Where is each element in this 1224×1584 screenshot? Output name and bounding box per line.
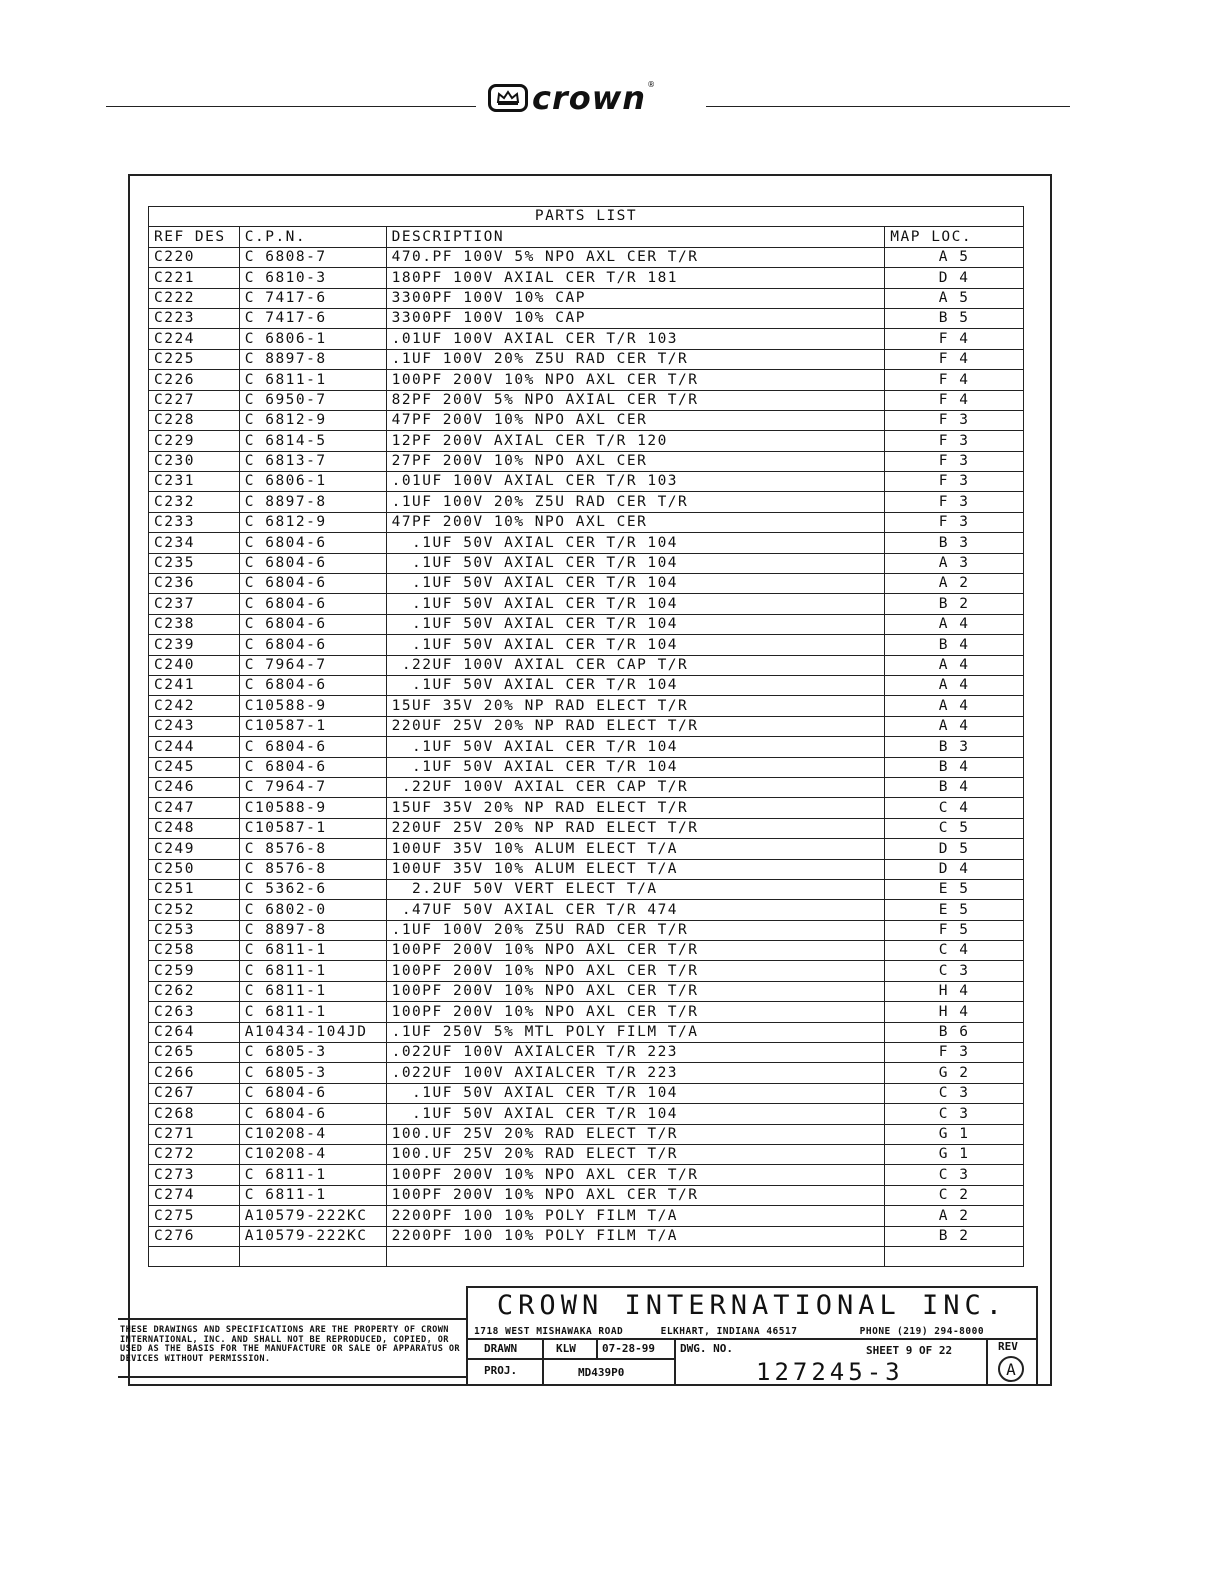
map-loc-cell: C 3	[885, 1083, 1024, 1103]
parts-title-row	[149, 207, 1024, 227]
description-cell: .1UF 50V AXIAL CER T/R 104	[386, 675, 885, 695]
table-row	[149, 961, 1024, 981]
table-row	[149, 859, 1024, 879]
cpn-cell: C 6806-1	[239, 329, 386, 349]
description-cell: 100UF 35V 10% ALUM ELECT T/A	[386, 839, 885, 859]
cpn-cell: C10588-9	[239, 798, 386, 818]
cpn-cell: C 6808-7	[239, 247, 386, 267]
proprietary-notice: THESE DRAWINGS AND SPECIFICATIONS ARE THE PROPERTY OF CROWN INTERNATIONAL, INC. AND SHALL NOT BE REPRODUCED, COPIED, OR USED AS THE BASIS FOR THE MANUFACTURE OR SALE OF APPARATUS OR DEVICES WITHOUT PERMISSION.	[120, 1325, 461, 1364]
map-loc-cell: C 3	[885, 961, 1024, 981]
description-cell: .1UF 50V AXIAL CER T/R 104	[386, 635, 885, 655]
map-loc-cell: F 3	[885, 472, 1024, 492]
description-cell: 15UF 35V 20% NP RAD ELECT T/R	[386, 696, 885, 716]
cpn-cell: C 6804-6	[239, 1083, 386, 1103]
description-cell: 15UF 35V 20% NP RAD ELECT T/R	[386, 798, 885, 818]
company-address	[474, 1326, 984, 1337]
map-loc-cell: C 4	[885, 798, 1024, 818]
header-rule-left	[106, 106, 476, 107]
table-row	[149, 594, 1024, 614]
description-cell: .01UF 100V AXIAL CER T/R 103	[386, 472, 885, 492]
table-row	[149, 329, 1024, 349]
map-loc-cell: F 4	[885, 329, 1024, 349]
ref-des-cell: C252	[149, 900, 240, 920]
table-row	[149, 1144, 1024, 1164]
ref-des-cell: C258	[149, 941, 240, 961]
ref-des-cell: C236	[149, 574, 240, 594]
map-loc-cell: B 3	[885, 737, 1024, 757]
cpn-cell: C 6811-1	[239, 1185, 386, 1205]
notice-top-rule	[118, 1318, 468, 1320]
map-loc-cell: A 4	[885, 655, 1024, 675]
cpn-cell: C10208-4	[239, 1144, 386, 1164]
table-row	[149, 1002, 1024, 1022]
ref-des-cell: C266	[149, 1063, 240, 1083]
table-row	[149, 1206, 1024, 1226]
table-row	[149, 941, 1024, 961]
ref-des-cell: C245	[149, 757, 240, 777]
table-row	[149, 696, 1024, 716]
map-loc-cell: F 3	[885, 431, 1024, 451]
revision-letter: A	[998, 1356, 1024, 1382]
ref-des-cell: C247	[149, 798, 240, 818]
ref-des-cell: C242	[149, 696, 240, 716]
table-row	[149, 247, 1024, 267]
map-loc-cell: F 3	[885, 492, 1024, 512]
col-header-desc: DESCRIPTION	[386, 227, 885, 247]
description-cell: .1UF 50V AXIAL CER T/R 104	[386, 1083, 885, 1103]
table-row	[149, 1063, 1024, 1083]
map-loc-cell: F 4	[885, 349, 1024, 369]
description-cell: 47PF 200V 10% NPO AXL CER	[386, 512, 885, 532]
map-loc-cell	[885, 1246, 1024, 1266]
map-loc-cell: F 3	[885, 1043, 1024, 1063]
rev-label: REV	[998, 1340, 1018, 1353]
map-loc-cell: H 4	[885, 1002, 1024, 1022]
drawn-by: KLW	[556, 1342, 576, 1355]
table-row	[149, 451, 1024, 471]
crown-logo	[488, 80, 703, 116]
ref-des-cell: C223	[149, 308, 240, 328]
parts-list-table	[148, 206, 1024, 1267]
ref-des-cell: C276	[149, 1226, 240, 1246]
cpn-cell: C 6811-1	[239, 941, 386, 961]
map-loc-cell: D 4	[885, 268, 1024, 288]
ref-des-cell: C221	[149, 268, 240, 288]
cpn-cell: C 6804-6	[239, 675, 386, 695]
map-loc-cell: E 5	[885, 879, 1024, 899]
description-cell: .01UF 100V AXIAL CER T/R 103	[386, 329, 885, 349]
cpn-cell: C 8897-8	[239, 492, 386, 512]
table-row	[149, 675, 1024, 695]
description-cell: 3300PF 100V 10% CAP	[386, 308, 885, 328]
description-cell: 3300PF 100V 10% CAP	[386, 288, 885, 308]
tb-rule-1	[468, 1338, 1036, 1340]
map-loc-cell: A 5	[885, 247, 1024, 267]
map-loc-cell: G 1	[885, 1144, 1024, 1164]
ref-des-cell: C248	[149, 818, 240, 838]
ref-des-cell	[149, 1246, 240, 1266]
cpn-cell: C 6812-9	[239, 512, 386, 532]
cpn-cell: C 6810-3	[239, 268, 386, 288]
cpn-cell: C 6804-6	[239, 614, 386, 634]
description-cell: .1UF 50V AXIAL CER T/R 104	[386, 533, 885, 553]
header-row	[149, 227, 1024, 247]
ref-des-cell: C225	[149, 349, 240, 369]
tb-vline-3	[674, 1338, 676, 1384]
tb-vline-1	[542, 1338, 544, 1384]
cpn-cell: C 6805-3	[239, 1043, 386, 1063]
description-cell: 100PF 200V 10% NPO AXL CER T/R	[386, 981, 885, 1001]
description-cell: 100PF 200V 10% NPO AXL CER T/R	[386, 941, 885, 961]
map-loc-cell: D 4	[885, 859, 1024, 879]
map-loc-cell: F 3	[885, 451, 1024, 471]
description-cell: .1UF 100V 20% Z5U RAD CER T/R	[386, 920, 885, 940]
header-rule-right	[706, 106, 1070, 107]
ref-des-cell: C253	[149, 920, 240, 940]
map-loc-cell: B 6	[885, 1022, 1024, 1042]
description-cell: 180PF 100V AXIAL CER T/R 181	[386, 268, 885, 288]
ref-des-cell: C274	[149, 1185, 240, 1205]
description-cell: 2200PF 100 10% POLY FILM T/A	[386, 1226, 885, 1246]
ref-des-cell: C244	[149, 737, 240, 757]
table-row	[149, 533, 1024, 553]
cpn-cell: C 6950-7	[239, 390, 386, 410]
ref-des-cell: C267	[149, 1083, 240, 1103]
cpn-cell: C 6811-1	[239, 1165, 386, 1185]
map-loc-cell: A 4	[885, 614, 1024, 634]
description-cell: 220UF 25V 20% NP RAD ELECT T/R	[386, 818, 885, 838]
map-loc-cell: C 3	[885, 1104, 1024, 1124]
ref-des-cell: C233	[149, 512, 240, 532]
description-cell: .1UF 50V AXIAL CER T/R 104	[386, 757, 885, 777]
company-name: CROWN INTERNATIONAL INC.	[496, 1290, 1008, 1321]
map-loc-cell: B 4	[885, 757, 1024, 777]
cpn-cell: C 6802-0	[239, 900, 386, 920]
street-address: 1718 WEST MISHAWAKA ROAD	[474, 1326, 624, 1337]
table-row	[149, 716, 1024, 736]
description-cell: 100.UF 25V 20% RAD ELECT T/R	[386, 1124, 885, 1144]
map-loc-cell: B 3	[885, 533, 1024, 553]
table-row	[149, 981, 1024, 1001]
table-row	[149, 1165, 1024, 1185]
cpn-cell: C 8576-8	[239, 839, 386, 859]
table-row	[149, 512, 1024, 532]
cpn-cell: C 6811-1	[239, 1002, 386, 1022]
ref-des-cell: C224	[149, 329, 240, 349]
proj-label: PROJ.	[484, 1364, 518, 1377]
map-loc-cell: C 2	[885, 1185, 1024, 1205]
ref-des-cell: C263	[149, 1002, 240, 1022]
map-loc-cell: A 5	[885, 288, 1024, 308]
map-loc-cell: C 3	[885, 1165, 1024, 1185]
description-cell: .1UF 50V AXIAL CER T/R 104	[386, 737, 885, 757]
description-cell: 2200PF 100 10% POLY FILM T/A	[386, 1206, 885, 1226]
description-cell: 100UF 35V 10% ALUM ELECT T/A	[386, 859, 885, 879]
map-loc-cell: A 4	[885, 675, 1024, 695]
description-cell: .1UF 50V AXIAL CER T/R 104	[386, 594, 885, 614]
table-row	[149, 879, 1024, 899]
description-cell: .022UF 100V AXIALCER T/R 223	[386, 1043, 885, 1063]
map-loc-cell: A 2	[885, 1206, 1024, 1226]
dwg-no-label: DWG. NO.	[680, 1342, 733, 1355]
table-row	[149, 1104, 1024, 1124]
description-cell: 27PF 200V 10% NPO AXL CER	[386, 451, 885, 471]
description-cell: 100PF 200V 10% NPO AXL CER T/R	[386, 1185, 885, 1205]
cpn-cell: A10434-104JD	[239, 1022, 386, 1042]
cpn-cell: C 6806-1	[239, 472, 386, 492]
ref-des-cell: C271	[149, 1124, 240, 1144]
ref-des-cell: C239	[149, 635, 240, 655]
table-row	[149, 900, 1024, 920]
ref-des-cell: C222	[149, 288, 240, 308]
cpn-cell	[239, 1246, 386, 1266]
ref-des-cell: C234	[149, 533, 240, 553]
ref-des-cell: C227	[149, 390, 240, 410]
ref-des-cell: C275	[149, 1206, 240, 1226]
cpn-cell: C 6804-6	[239, 737, 386, 757]
ref-des-cell: C249	[149, 839, 240, 859]
ref-des-cell: C240	[149, 655, 240, 675]
ref-des-cell: C246	[149, 777, 240, 797]
cpn-cell: C 6804-6	[239, 553, 386, 573]
description-cell: .1UF 50V AXIAL CER T/R 104	[386, 1104, 885, 1124]
map-loc-cell: G 1	[885, 1124, 1024, 1144]
map-loc-cell: B 2	[885, 594, 1024, 614]
col-header-cpn: C.P.N.	[239, 227, 386, 247]
cpn-cell: A10579-222KC	[239, 1226, 386, 1246]
cpn-cell: C10587-1	[239, 818, 386, 838]
description-cell: .1UF 100V 20% Z5U RAD CER T/R	[386, 492, 885, 512]
ref-des-cell: C265	[149, 1043, 240, 1063]
description-cell: 100PF 200V 10% NPO AXL CER T/R	[386, 370, 885, 390]
title-block	[466, 1286, 1038, 1386]
map-loc-cell: E 5	[885, 900, 1024, 920]
table-row	[149, 410, 1024, 430]
description-cell: .1UF 50V AXIAL CER T/R 104	[386, 553, 885, 573]
map-loc-cell: B 4	[885, 635, 1024, 655]
cpn-cell: C10208-4	[239, 1124, 386, 1144]
description-cell: .47UF 50V AXIAL CER T/R 474	[386, 900, 885, 920]
map-loc-cell: H 4	[885, 981, 1024, 1001]
cpn-cell: C 6811-1	[239, 961, 386, 981]
table-row	[149, 1124, 1024, 1144]
ref-des-cell: C228	[149, 410, 240, 430]
table-row	[149, 288, 1024, 308]
ref-des-cell: C220	[149, 247, 240, 267]
table-row	[149, 349, 1024, 369]
cpn-cell: C 6804-6	[239, 574, 386, 594]
table-row	[149, 614, 1024, 634]
cpn-cell: C 8897-8	[239, 349, 386, 369]
tb-vline-4	[986, 1338, 988, 1384]
map-loc-cell: B 4	[885, 777, 1024, 797]
table-row	[149, 553, 1024, 573]
ref-des-cell: C231	[149, 472, 240, 492]
table-row	[149, 268, 1024, 288]
description-cell: .22UF 100V AXIAL CER CAP T/R	[386, 777, 885, 797]
description-cell: 100PF 200V 10% NPO AXL CER T/R	[386, 1002, 885, 1022]
col-header-map: MAP LOC.	[885, 227, 1024, 247]
cpn-cell: C 6805-3	[239, 1063, 386, 1083]
description-cell: 12PF 200V AXIAL CER T/R 120	[386, 431, 885, 451]
description-cell: 100PF 200V 10% NPO AXL CER T/R	[386, 1165, 885, 1185]
ref-des-cell: C259	[149, 961, 240, 981]
table-row	[149, 492, 1024, 512]
cpn-cell: C 6814-5	[239, 431, 386, 451]
description-cell: 2.2UF 50V VERT ELECT T/A	[386, 879, 885, 899]
ref-des-cell: C243	[149, 716, 240, 736]
col-header-ref: REF DES	[149, 227, 240, 247]
description-cell: .22UF 100V AXIAL CER CAP T/R	[386, 655, 885, 675]
table-row	[149, 737, 1024, 757]
description-cell: .1UF 50V AXIAL CER T/R 104	[386, 614, 885, 634]
cpn-cell: C 7964-7	[239, 655, 386, 675]
cpn-cell: C 6813-7	[239, 451, 386, 471]
cpn-cell: C 6804-6	[239, 533, 386, 553]
description-cell: .1UF 250V 5% MTL POLY FILM T/A	[386, 1022, 885, 1042]
drawing-number: 127245-3	[756, 1358, 904, 1386]
cpn-cell: A10579-222KC	[239, 1206, 386, 1226]
registered-mark: ®	[647, 80, 656, 89]
table-row	[149, 1246, 1024, 1266]
cpn-cell: C 6804-6	[239, 1104, 386, 1124]
table-row	[149, 635, 1024, 655]
table-row	[149, 431, 1024, 451]
parts-list-title: PARTS LIST	[149, 207, 1024, 227]
ref-des-cell: C241	[149, 675, 240, 695]
tb-vline-2	[596, 1338, 598, 1360]
ref-des-cell: C273	[149, 1165, 240, 1185]
map-loc-cell: F 4	[885, 370, 1024, 390]
ref-des-cell: C251	[149, 879, 240, 899]
ref-des-cell: C230	[149, 451, 240, 471]
brand-name: crown	[532, 79, 647, 117]
map-loc-cell: G 2	[885, 1063, 1024, 1083]
cpn-cell: C 6804-6	[239, 594, 386, 614]
city-state: ELKHART, INDIANA 46517	[660, 1326, 798, 1337]
crown-icon	[488, 84, 528, 112]
phone: PHONE (219) 294-8000	[859, 1326, 985, 1337]
table-row	[149, 839, 1024, 859]
map-loc-cell: F 4	[885, 390, 1024, 410]
ref-des-cell: C264	[149, 1022, 240, 1042]
sheet-number: SHEET 9 OF 22	[866, 1344, 953, 1357]
cpn-cell: C 6812-9	[239, 410, 386, 430]
tb-rule-2	[468, 1358, 674, 1360]
ref-des-cell: C262	[149, 981, 240, 1001]
ref-des-cell: C250	[149, 859, 240, 879]
map-loc-cell: A 4	[885, 696, 1024, 716]
ref-des-cell: C272	[149, 1144, 240, 1164]
table-row	[149, 370, 1024, 390]
map-loc-cell: B 2	[885, 1226, 1024, 1246]
table-row	[149, 1226, 1024, 1246]
map-loc-cell: B 5	[885, 308, 1024, 328]
description-cell: 100PF 200V 10% NPO AXL CER T/R	[386, 961, 885, 981]
map-loc-cell: F 5	[885, 920, 1024, 940]
cpn-cell: C 7417-6	[239, 308, 386, 328]
table-row	[149, 777, 1024, 797]
table-row	[149, 920, 1024, 940]
ref-des-cell: C235	[149, 553, 240, 573]
cpn-cell: C10588-9	[239, 696, 386, 716]
project-code: MD439P0	[578, 1366, 625, 1379]
map-loc-cell: F 3	[885, 512, 1024, 532]
map-loc-cell: C 5	[885, 818, 1024, 838]
table-row	[149, 472, 1024, 492]
table-row	[149, 757, 1024, 777]
ref-des-cell: C238	[149, 614, 240, 634]
table-row	[149, 818, 1024, 838]
cpn-cell: C 5362-6	[239, 879, 386, 899]
description-cell: 82PF 200V 5% NPO AXIAL CER T/R	[386, 390, 885, 410]
map-loc-cell: F 3	[885, 410, 1024, 430]
table-row	[149, 308, 1024, 328]
cpn-cell: C 7417-6	[239, 288, 386, 308]
ref-des-cell: C232	[149, 492, 240, 512]
cpn-cell: C 6811-1	[239, 370, 386, 390]
description-cell	[386, 1246, 885, 1266]
ref-des-cell: C226	[149, 370, 240, 390]
drawn-date: 07-28-99	[602, 1342, 655, 1355]
table-row	[149, 1083, 1024, 1103]
notice-bottom-rule	[118, 1376, 468, 1378]
map-loc-cell: A 2	[885, 574, 1024, 594]
cpn-cell: C 6804-6	[239, 757, 386, 777]
map-loc-cell: A 4	[885, 716, 1024, 736]
cpn-cell: C10587-1	[239, 716, 386, 736]
description-cell: 100.UF 25V 20% RAD ELECT T/R	[386, 1144, 885, 1164]
cpn-cell: C 6804-6	[239, 635, 386, 655]
map-loc-cell: C 4	[885, 941, 1024, 961]
description-cell: .1UF 50V AXIAL CER T/R 104	[386, 574, 885, 594]
description-cell: .1UF 100V 20% Z5U RAD CER T/R	[386, 349, 885, 369]
table-row	[149, 1185, 1024, 1205]
table-row	[149, 574, 1024, 594]
description-cell: 470.PF 100V 5% NPO AXL CER T/R	[386, 247, 885, 267]
table-row	[149, 655, 1024, 675]
cpn-cell: C 8576-8	[239, 859, 386, 879]
cpn-cell: C 7964-7	[239, 777, 386, 797]
description-cell: 47PF 200V 10% NPO AXL CER	[386, 410, 885, 430]
ref-des-cell: C268	[149, 1104, 240, 1124]
description-cell: 220UF 25V 20% NP RAD ELECT T/R	[386, 716, 885, 736]
ref-des-cell: C229	[149, 431, 240, 451]
cpn-cell: C 6811-1	[239, 981, 386, 1001]
map-loc-cell: A 3	[885, 553, 1024, 573]
map-loc-cell: D 5	[885, 839, 1024, 859]
table-row	[149, 390, 1024, 410]
ref-des-cell: C237	[149, 594, 240, 614]
table-row	[149, 1022, 1024, 1042]
drawn-label: DRAWN	[484, 1342, 518, 1355]
description-cell: .022UF 100V AXIALCER T/R 223	[386, 1063, 885, 1083]
table-row	[149, 798, 1024, 818]
table-row	[149, 1043, 1024, 1063]
cpn-cell: C 8897-8	[239, 920, 386, 940]
